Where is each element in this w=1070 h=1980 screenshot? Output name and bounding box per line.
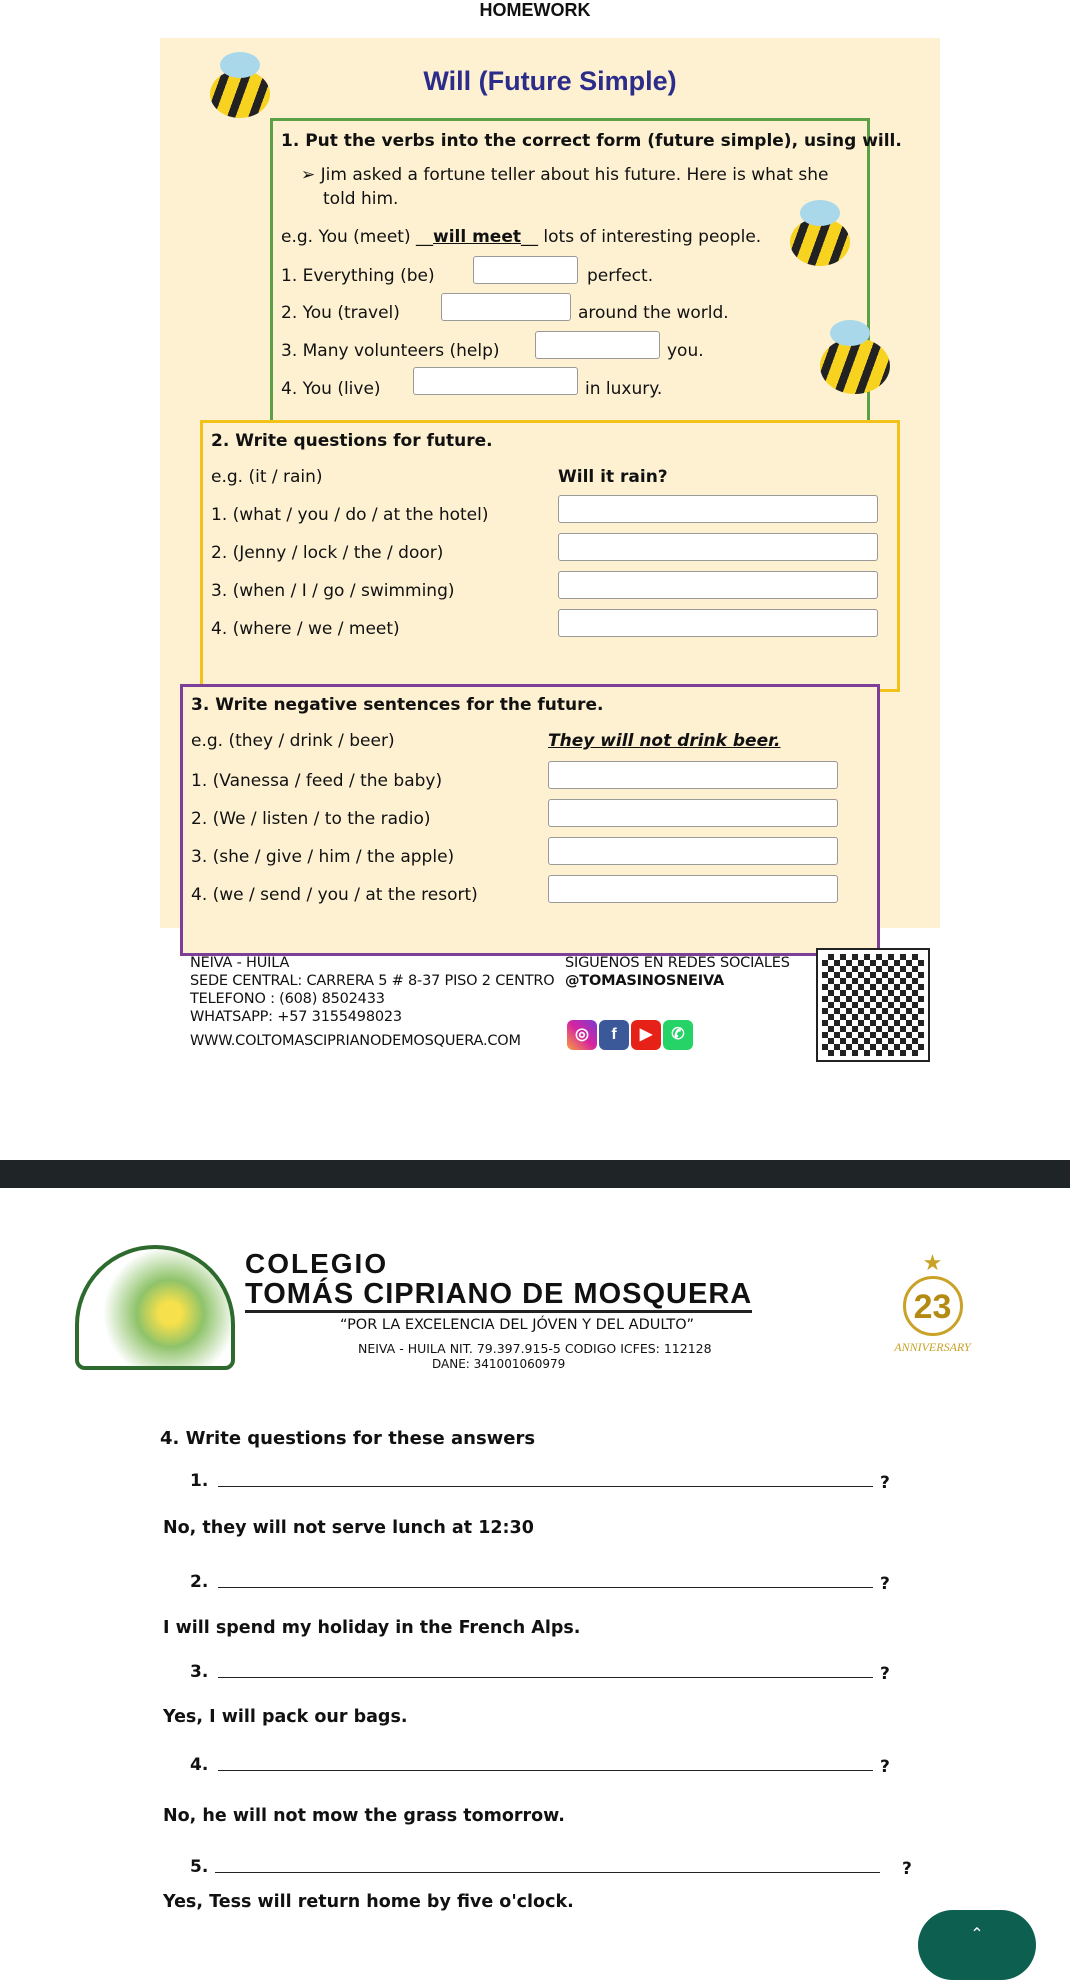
answer-text: Yes, Tess will return home by five o'clock.: [163, 1892, 574, 1912]
answer-field[interactable]: [548, 799, 838, 827]
question-mark: ?: [880, 1757, 890, 1777]
example-answer: Will it rain?: [558, 467, 668, 487]
example-label: e.g. (it / rain): [211, 467, 323, 487]
example-answer: will meet: [432, 227, 521, 247]
page-divider: [0, 1160, 1070, 1188]
example-answer: They will not drink beer.: [548, 731, 781, 751]
section-3-heading: 3. Write negative sentences for the future.: [191, 695, 604, 715]
youtube-icon[interactable]: ▶: [631, 1020, 661, 1050]
section-2-heading: 2. Write questions for future.: [211, 431, 493, 451]
item-prompt: 3. Many volunteers (help): [281, 341, 500, 361]
answer-text: No, he will not mow the grass tomorrow.: [163, 1806, 565, 1826]
item-prompt: 1. (Vanessa / feed / the baby): [191, 771, 443, 791]
footer-address: SEDE CENTRAL: CARRERA 5 # 8-37 PISO 2 CENTRO: [190, 973, 555, 989]
worksheet-title: Will (Future Simple): [423, 66, 677, 96]
school-dane: DANE: 341001060979: [432, 1357, 566, 1371]
question-line[interactable]: [215, 1872, 880, 1873]
item-tail: in luxury.: [585, 379, 663, 399]
answer-field[interactable]: [558, 609, 878, 637]
star-icon: ★: [922, 1250, 943, 1275]
instagram-icon[interactable]: ◎: [567, 1020, 597, 1050]
section-4-heading: 4. Write questions for these answers: [160, 1428, 536, 1449]
social-handle[interactable]: @TOMASINOSNEIVA: [565, 973, 725, 989]
answer-text: Yes, I will pack our bags.: [163, 1707, 408, 1727]
worksheet: [160, 38, 940, 928]
school-name-line2: TOMÁS CIPRIANO DE MOSQUERA: [245, 1278, 752, 1313]
question-line[interactable]: [218, 1677, 873, 1678]
school-info: NEIVA - HUILA NIT. 79.397.915-5 CODIGO ICFES: 112128: [358, 1341, 712, 1356]
school-name-line1: COLEGIO: [245, 1248, 389, 1279]
example-label: e.g. (they / drink / beer): [191, 731, 395, 751]
footer-city: NEIVA - HUILA: [190, 955, 290, 971]
item-tail: you.: [667, 341, 704, 361]
intro-text: ➢ Jim asked a fortune teller about his future. Here is what she: [301, 165, 829, 185]
item-prompt: 3. (she / give / him / the apple): [191, 847, 455, 867]
answer-field[interactable]: [441, 293, 571, 321]
question-line[interactable]: [218, 1770, 873, 1771]
question-number: 5.: [190, 1857, 209, 1877]
facebook-icon[interactable]: f: [599, 1020, 629, 1050]
item-prompt: 2. You (travel): [281, 303, 400, 323]
page-title: HOMEWORK: [479, 0, 591, 20]
footer-website[interactable]: WWW.COLTOMASCIPRIANODEMOSQUERA.COM: [190, 1033, 521, 1049]
badge-text: ANNIVERSARY: [894, 1340, 971, 1354]
item-prompt: 4. (where / we / meet): [211, 619, 400, 639]
anniversary-badge: [880, 1250, 985, 1360]
intro-text: told him.: [323, 189, 399, 209]
question-mark: ?: [880, 1664, 890, 1684]
answer-field[interactable]: [558, 495, 878, 523]
scroll-up-button[interactable]: [918, 1910, 1036, 1980]
question-mark: ?: [880, 1574, 890, 1594]
example-label: e.g. You (meet) __: [281, 227, 433, 247]
question-number: 1.: [190, 1471, 209, 1491]
answer-field[interactable]: [558, 571, 878, 599]
answer-field[interactable]: [473, 256, 578, 284]
example-tail: __ lots of interesting people.: [521, 227, 762, 247]
answer-field[interactable]: [548, 875, 838, 903]
item-tail: perfect.: [587, 266, 654, 286]
school-logo: [75, 1245, 235, 1370]
answer-field[interactable]: [548, 837, 838, 865]
section-2: [200, 420, 900, 692]
answer-text: I will spend my holiday in the French Alps.: [163, 1618, 581, 1638]
item-prompt: 2. (Jenny / lock / the / door): [211, 543, 444, 563]
section-3: [180, 684, 880, 956]
footer-whatsapp: WHATSAPP: +57 3155498023: [190, 1009, 402, 1025]
item-prompt: 4. (we / send / you / at the resort): [191, 885, 478, 905]
answer-field[interactable]: [413, 367, 578, 395]
question-line[interactable]: [218, 1486, 873, 1487]
question-mark: ?: [902, 1859, 912, 1879]
item-prompt: 1. Everything (be): [281, 266, 435, 286]
school-motto: “POR LA EXCELENCIA DEL JÓVEN Y DEL ADULTO”: [340, 1317, 694, 1333]
question-line[interactable]: [218, 1587, 873, 1588]
answer-field[interactable]: [535, 331, 660, 359]
social-icons: [567, 1020, 695, 1050]
social-label: SIGUENOS EN REDES SOCIALES: [565, 955, 790, 971]
question-number: 2.: [190, 1572, 209, 1592]
whatsapp-icon[interactable]: ✆: [663, 1020, 693, 1050]
chevron-up-icon: ⌃: [970, 1926, 984, 1943]
item-tail: around the world.: [578, 303, 729, 323]
question-number: 3.: [190, 1662, 209, 1682]
answer-text: No, they will not serve lunch at 12:30: [163, 1518, 534, 1538]
item-prompt: 1. (what / you / do / at the hotel): [211, 505, 489, 525]
answer-field[interactable]: [558, 533, 878, 561]
item-prompt: 4. You (live): [281, 379, 381, 399]
section-1: [270, 118, 902, 458]
section-1-heading: 1. Put the verbs into the correct form (future simple), using will.: [281, 131, 902, 151]
footer-phone: TELEFONO : (608) 8502433: [190, 991, 385, 1007]
badge-number: 23: [903, 1276, 963, 1336]
question-number: 4.: [190, 1755, 209, 1775]
item-prompt: 2. (We / listen / to the radio): [191, 809, 431, 829]
question-mark: ?: [880, 1473, 890, 1493]
qr-code: [818, 950, 928, 1060]
bee-icon: [790, 218, 850, 266]
item-prompt: 3. (when / I / go / swimming): [211, 581, 455, 601]
bee-icon: [820, 338, 890, 394]
answer-field[interactable]: [548, 761, 838, 789]
